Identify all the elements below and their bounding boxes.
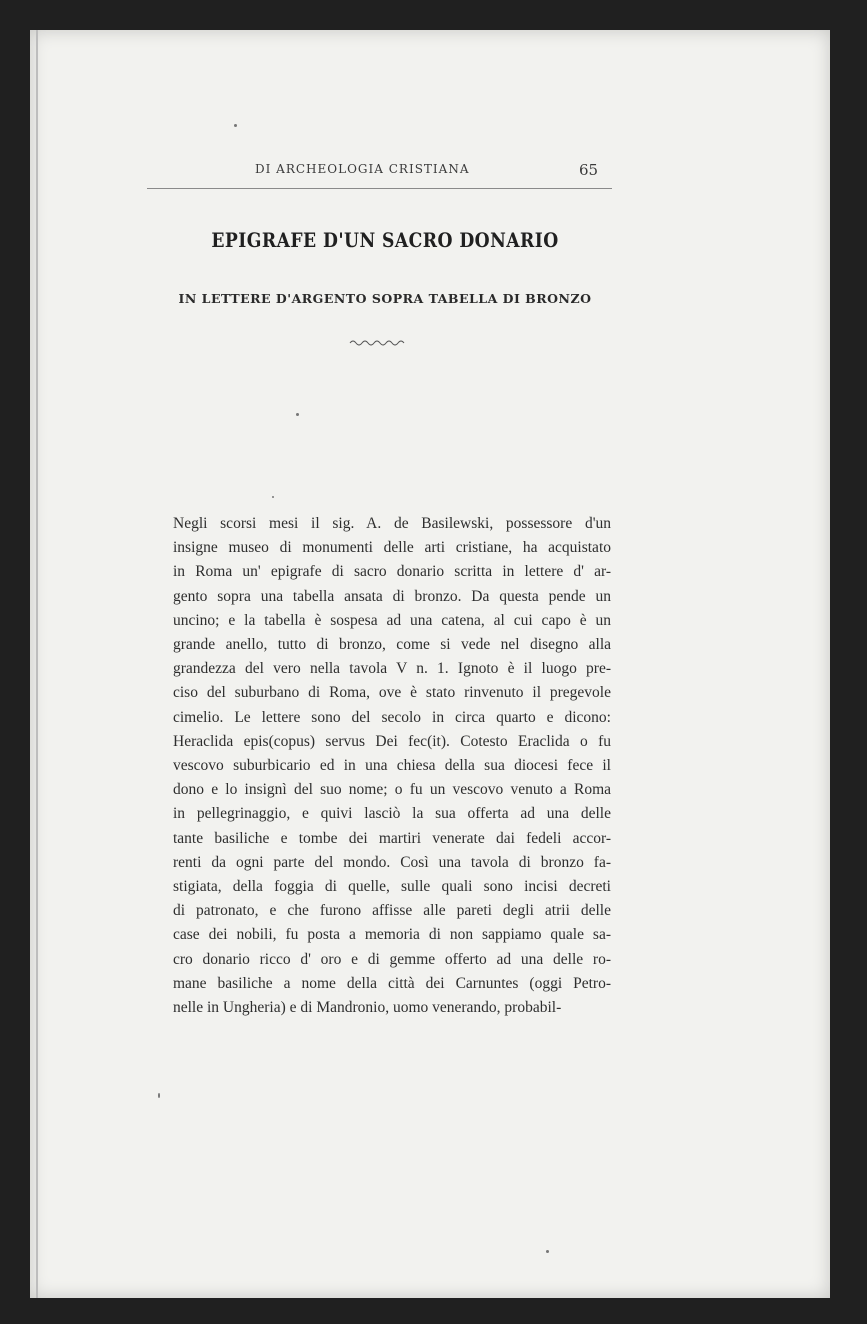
text-line: cimelio. Le lettere sono del secolo in circa quarto e dicono: xyxy=(173,708,611,726)
text-line: mane basiliche a nome della città dei Carnuntes (oggi Petro- xyxy=(173,974,611,992)
text-line: grande anello, tutto di bronzo, come si vede nel disegno alla xyxy=(173,636,611,654)
text-line: gento sopra una tabella ansata di bronzo. Da questa pende un xyxy=(173,587,611,605)
paper-speck xyxy=(158,1093,160,1098)
text-line: cro donario ricco d' oro e di gemme offerto ad una delle ro- xyxy=(173,950,611,968)
article-subtitle: IN LETTERE D'ARGENTO SOPRA TABELLA DI BRONZO xyxy=(178,291,592,306)
body-text xyxy=(173,512,611,1020)
text-line: in pellegrinaggio, e quivi lasciò la sua offerta ad una delle xyxy=(173,805,611,823)
text-line: in Roma un' epigrafe di sacro donario scritta in lettere d' ar- xyxy=(173,563,611,581)
text-line: uncino; e la tabella è sospesa ad una catena, al cui capo è un xyxy=(173,611,611,629)
paper-speck xyxy=(272,496,274,498)
text-line: Heraclida epis(copus) servus Dei fec(it). Cotesto Eraclida o fu xyxy=(173,732,611,750)
paper-speck xyxy=(296,413,299,416)
text-line: tante basiliche e tombe dei martiri venerate dai fedeli accor- xyxy=(173,829,611,847)
wavy-rule-ornament xyxy=(348,338,408,348)
text-line: Negli scorsi mesi il sig. A. de Basilewski, possessore d'un xyxy=(173,515,611,532)
text-line: vescovo suburbicario ed in una chiesa della sua diocesi fece il xyxy=(173,757,611,775)
paper-speck xyxy=(234,124,237,127)
text-line: case dei nobili, fu posta a memoria di non sappiamo quale sa- xyxy=(173,926,611,944)
text-line: nelle in Ungheria) e di Mandronio, uomo venerando, probabil- xyxy=(173,999,562,1017)
text-line: insigne museo di monumenti delle arti cristiane, ha acquistato xyxy=(173,539,611,557)
running-head: DI ARCHEOLOGIA CRISTIANA xyxy=(255,162,470,176)
page-number: 65 xyxy=(579,161,599,179)
text-line: renti da ogni parte del mondo. Così una tavola di bronzo fa- xyxy=(173,853,611,871)
text-line: ciso del suburbano di Roma, ove è stato rinvenuto il pregevole xyxy=(173,684,611,702)
text-line: di patronato, e che furono affisse alle pareti degli atrii delle xyxy=(173,902,611,920)
text-line: stigiata, della foggia di quelle, sulle quali sono incisi decreti xyxy=(173,878,611,896)
page-gutter-edge xyxy=(36,30,38,1298)
article-title: EPIGRAFE D'UN SACRO DONARIO xyxy=(211,228,559,252)
text-line: grandezza del vero nella tavola V n. 1. Ignoto è il luogo pre- xyxy=(173,660,611,678)
paper-speck xyxy=(546,1250,549,1253)
header-rule xyxy=(147,188,612,189)
text-line: dono e lo insignì del suo nome; o fu un vescovo venuto a Roma xyxy=(173,781,611,799)
